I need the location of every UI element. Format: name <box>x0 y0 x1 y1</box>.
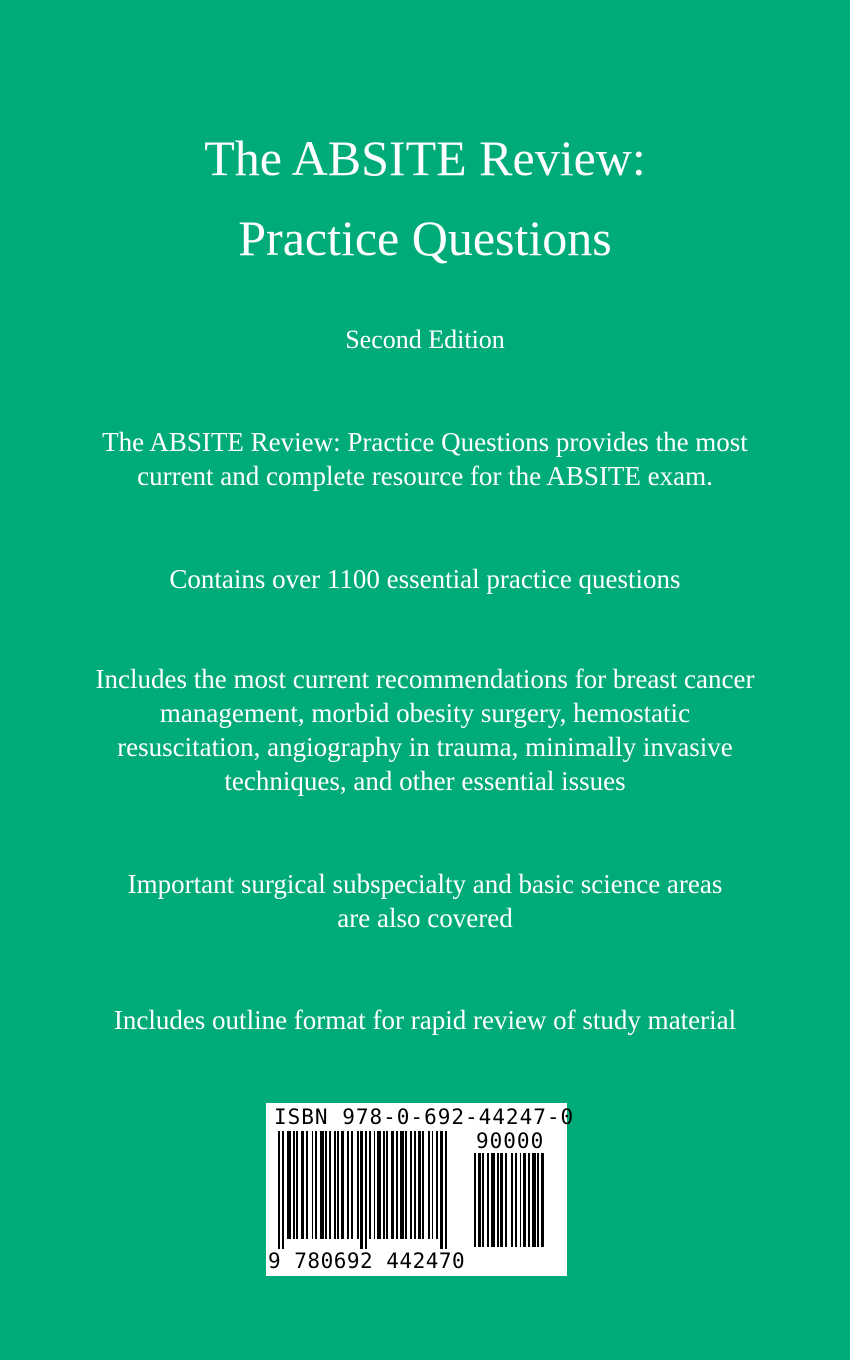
edition-label: Second Edition <box>345 325 505 354</box>
barcode-bar <box>482 1153 484 1247</box>
barcode-bar <box>520 1153 521 1247</box>
feature-paragraph <box>0 562 850 596</box>
barcode-bar <box>329 1131 331 1239</box>
barcode-bar <box>440 1131 443 1249</box>
barcode-bar <box>301 1131 304 1239</box>
barcode-bar <box>374 1131 375 1239</box>
barcode-bar <box>296 1131 298 1239</box>
book-title <box>0 118 850 278</box>
barcode-bar <box>537 1153 539 1247</box>
ean-digits: 9 780692 442470 <box>268 1249 466 1273</box>
barcode-bar <box>405 1131 407 1239</box>
barcode-bar <box>523 1153 526 1247</box>
description-line: current and complete resource for the ABSITE exam. <box>137 461 713 491</box>
barcode-bar <box>312 1131 313 1239</box>
barcode-bar <box>306 1131 308 1239</box>
feature-line: are also covered <box>337 903 513 933</box>
feature-line: resuscitation, angiography in trauma, minimally invasive <box>117 732 733 762</box>
barcode-bar <box>532 1153 536 1247</box>
barcode-bar <box>391 1131 394 1239</box>
barcode-bar <box>487 1153 489 1247</box>
barcode-bar <box>511 1153 513 1247</box>
barcode-bar <box>410 1131 412 1239</box>
description-line: The ABSITE Review: Practice Questions provides the most <box>102 427 748 457</box>
feature-line: techniques, and other essential issues <box>224 766 626 796</box>
barcode-bar <box>293 1131 295 1239</box>
barcode-bar <box>320 1131 324 1239</box>
title-line-1: The ABSITE Review: <box>204 130 646 186</box>
barcode-bar <box>500 1153 503 1247</box>
barcode-bar <box>528 1153 530 1247</box>
barcode-bar <box>282 1131 284 1249</box>
barcode-bar <box>351 1131 353 1239</box>
barcode-bar <box>341 1131 344 1239</box>
barcode-bar <box>478 1153 481 1247</box>
isbn-text: ISBN 978-0-692-44247-0 <box>274 1105 575 1129</box>
barcode-bar <box>357 1131 359 1239</box>
feature-paragraph <box>0 1003 850 1037</box>
barcode-bar <box>325 1131 327 1239</box>
barcode-bar <box>432 1131 433 1239</box>
barcode-bar <box>541 1153 544 1247</box>
barcode-bar <box>422 1131 424 1239</box>
barcode-bar <box>337 1131 339 1239</box>
barcode-bar <box>278 1131 280 1249</box>
feature-paragraph <box>0 662 850 798</box>
feature-line: management, morbid obesity surgery, hemostatic <box>159 698 691 728</box>
barcode-bar <box>491 1153 495 1247</box>
barcode-bar <box>377 1131 381 1239</box>
ean-barcode-bars <box>278 1131 468 1251</box>
feature-line: Important surgical subspecialty and basic science areas <box>127 869 723 899</box>
barcode-bar <box>360 1131 363 1249</box>
barcode-bar <box>315 1131 317 1239</box>
description-paragraph <box>0 425 850 493</box>
feature-paragraph <box>0 867 850 935</box>
barcode-bar <box>428 1131 430 1239</box>
barcode-bar <box>386 1131 388 1239</box>
isbn-barcode <box>266 1103 575 1276</box>
barcode-bar <box>287 1131 291 1239</box>
barcode-bar <box>418 1131 421 1239</box>
feature-line: Contains over 1100 essential practice questions <box>169 564 681 594</box>
barcode-bar <box>400 1131 404 1239</box>
addon-barcode-bars <box>474 1153 562 1251</box>
feature-line: Includes outline format for rapid review of study material <box>113 1005 737 1035</box>
barcode-bar <box>383 1131 385 1239</box>
barcode-bar <box>445 1131 447 1249</box>
feature-line: Includes the most current recommendations for breast cancer <box>95 664 755 694</box>
barcode-bar <box>414 1131 416 1239</box>
barcode-bar <box>347 1131 349 1239</box>
barcode-bar <box>334 1131 336 1239</box>
barcode-bar <box>505 1153 507 1247</box>
barcode-bar <box>474 1153 476 1247</box>
price-code: 90000 <box>476 1129 545 1153</box>
barcode-bar <box>369 1131 371 1239</box>
barcode-bar <box>365 1131 367 1249</box>
barcode-bar <box>436 1131 438 1239</box>
barcode-bar <box>515 1153 517 1247</box>
barcode-bar <box>396 1131 398 1239</box>
barcode-bar <box>497 1153 499 1247</box>
title-line-2: Practice Questions <box>238 210 612 266</box>
